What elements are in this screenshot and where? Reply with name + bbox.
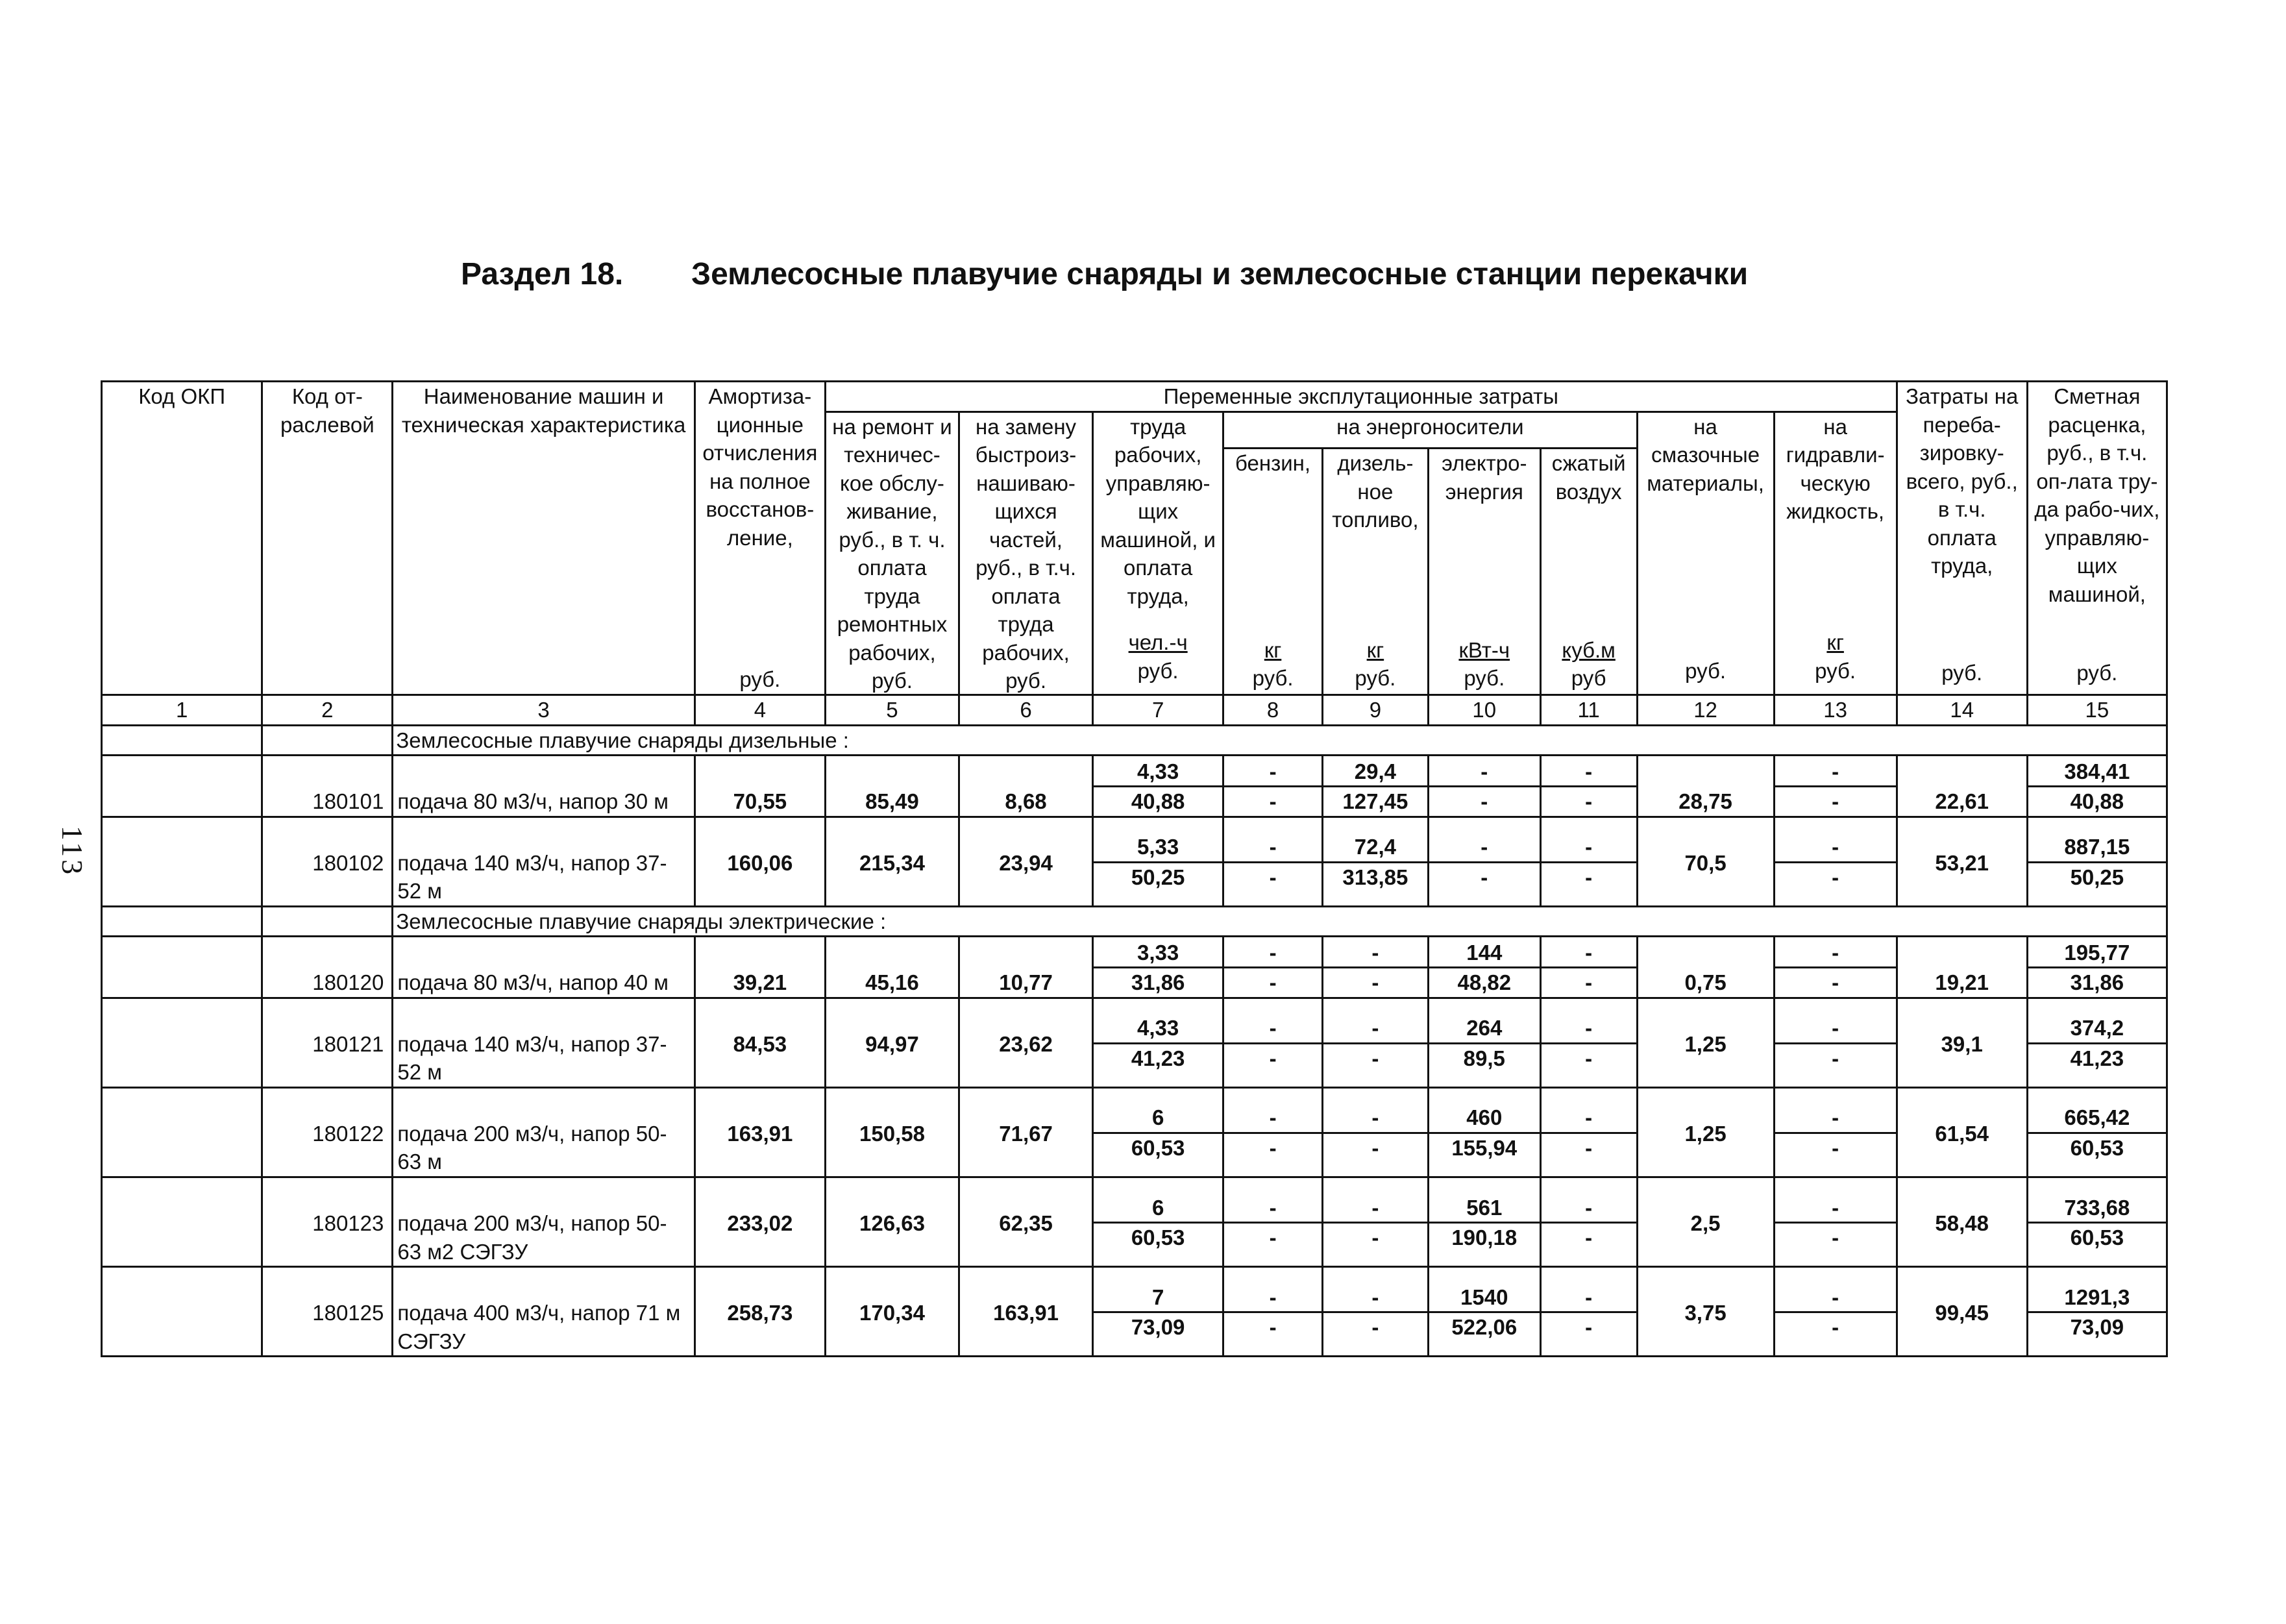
okp-code-cell [102, 998, 262, 1087]
value-cell-c9-top: 72,4 [1322, 817, 1428, 862]
value-cell-c13-bottom: - [1774, 787, 1897, 817]
value-cell-c11-top: - [1540, 1267, 1637, 1312]
value-cell-c11-bottom: - [1540, 1133, 1637, 1177]
value-cell-c9-bottom: 127,45 [1322, 787, 1428, 817]
column-number: 5 [825, 695, 959, 726]
okp-code-cell [102, 937, 262, 998]
table-row [102, 756, 2167, 787]
value-cell-c13-top: - [1774, 817, 1897, 862]
value-cell-c4: 233,02 [694, 1177, 825, 1267]
value-cell-c5: 170,34 [825, 1267, 959, 1357]
header-diesel-text: дизель-ное топливо, [1332, 451, 1419, 532]
value-cell-c14: 22,61 [1897, 756, 2027, 817]
machine-name-cell: подача 200 м3/ч, напор 50-63 м2 СЭГЗУ [393, 1177, 694, 1267]
page-number: 113 [56, 825, 90, 878]
header-lubricants-unit: руб. [1685, 659, 1727, 683]
value-cell-c10-bottom: - [1428, 787, 1540, 817]
machine-name-cell: подача 80 м3/ч, напор 30 м [393, 756, 694, 817]
value-cell-c7-bottom: 41,23 [1093, 1043, 1223, 1087]
table-row [102, 1087, 2167, 1133]
value-cell-c5: 126,63 [825, 1177, 959, 1267]
value-cell-c10-top: 460 [1428, 1087, 1540, 1133]
value-cell-c15-bottom: 41,23 [2027, 1043, 2167, 1087]
value-cell-c13-bottom: - [1774, 968, 1897, 998]
value-cell-c5: 85,49 [825, 756, 959, 817]
cost-table [101, 380, 2168, 1357]
table-row [102, 1267, 2167, 1312]
header-relocation [1897, 382, 2027, 695]
branch-code-cell: 180102 [262, 817, 393, 906]
value-cell-c13-top: - [1774, 1087, 1897, 1133]
okp-code-cell [102, 817, 262, 906]
value-cell-c6: 23,62 [959, 998, 1093, 1087]
value-cell-c10-top: - [1428, 756, 1540, 787]
group-title: Землесосные плавучие снаряды электрические : [393, 906, 2167, 937]
value-cell-c5: 215,34 [825, 817, 959, 906]
column-numbers-row [102, 695, 2167, 726]
value-cell-c10-bottom: 89,5 [1428, 1043, 1540, 1087]
header-petrol-unit-rub: руб. [1252, 666, 1294, 691]
value-cell-c15-top: 887,15 [2027, 817, 2167, 862]
value-cell-c7-bottom: 60,53 [1093, 1223, 1223, 1267]
header-branch-code: Код от-раслевой [262, 382, 393, 695]
value-cell-c15-top: 374,2 [2027, 998, 2167, 1043]
value-cell-c11-top: - [1540, 1087, 1637, 1133]
page-title [461, 256, 2019, 292]
header-depreciation [694, 382, 825, 695]
column-number: 4 [694, 695, 825, 726]
group-header-row [102, 725, 2167, 756]
value-cell-c7-top: 4,33 [1093, 756, 1223, 787]
header-labor [1093, 412, 1223, 695]
header-hydraulic-unit-kg: кг [1826, 630, 1844, 655]
value-cell-c9-top: - [1322, 1087, 1428, 1133]
column-number: 13 [1774, 695, 1897, 726]
value-cell-c13-top: - [1774, 756, 1897, 787]
header-rate-unit: руб. [2076, 661, 2118, 685]
value-cell-c5: 150,58 [825, 1087, 959, 1177]
header-parts-unit: руб. [1005, 669, 1047, 693]
value-cell-c12: 1,25 [1637, 998, 1774, 1087]
value-cell-c12: 0,75 [1637, 937, 1774, 998]
machine-name-cell: подача 140 м3/ч, напор 37-52 м [393, 998, 694, 1087]
value-cell-c9-top: 29,4 [1322, 756, 1428, 787]
value-cell-c12: 1,25 [1637, 1087, 1774, 1177]
column-number: 10 [1428, 695, 1540, 726]
branch-code-cell: 180123 [262, 1177, 393, 1267]
value-cell-c6: 10,77 [959, 937, 1093, 998]
value-cell-c12: 3,75 [1637, 1267, 1774, 1357]
value-cell-c7-top: 6 [1093, 1177, 1223, 1223]
column-number: 15 [2027, 695, 2167, 726]
value-cell-c5: 94,97 [825, 998, 959, 1087]
value-cell-c10-bottom: 48,82 [1428, 968, 1540, 998]
value-cell-c11-bottom: - [1540, 968, 1637, 998]
value-cell-c15-top: 1291,3 [2027, 1267, 2167, 1312]
header-rate [2027, 382, 2167, 695]
header-labor-unit-hours: чел.-ч [1128, 630, 1188, 655]
value-cell-c8-top: - [1223, 1267, 1323, 1312]
value-cell-c9-top: - [1322, 1177, 1428, 1223]
value-cell-c7-bottom: 50,25 [1093, 862, 1223, 906]
value-cell-c7-bottom: 60,53 [1093, 1133, 1223, 1177]
value-cell-c9-bottom: - [1322, 1312, 1428, 1357]
value-cell-c8-top: - [1223, 1177, 1323, 1223]
header-air-unit-m3: куб.м [1562, 637, 1616, 662]
value-cell-c11-bottom: - [1540, 1223, 1637, 1267]
value-cell-c13-bottom: - [1774, 1133, 1897, 1177]
value-cell-c15-top: 195,77 [2027, 937, 2167, 968]
header-okp-code: Код ОКП [102, 382, 262, 695]
value-cell-c10-top: - [1428, 817, 1540, 862]
value-cell-c8-bottom: - [1223, 1043, 1323, 1087]
okp-code-cell [102, 1177, 262, 1267]
value-cell-c4: 160,06 [694, 817, 825, 906]
value-cell-c6: 23,94 [959, 817, 1093, 906]
value-cell-c14: 99,45 [1897, 1267, 2027, 1357]
value-cell-c11-top: - [1540, 937, 1637, 968]
header-hydraulic [1774, 412, 1897, 695]
header-hydraulic-unit-rub: руб. [1815, 659, 1856, 683]
value-cell-c15-bottom: 73,09 [2027, 1312, 2167, 1357]
value-cell-c8-bottom: - [1223, 1133, 1323, 1177]
header-air-unit-rub: руб [1571, 666, 1606, 691]
value-cell-c14: 58,48 [1897, 1177, 2027, 1267]
value-cell-c15-top: 733,68 [2027, 1177, 2167, 1223]
header-air [1540, 449, 1637, 695]
header-lubricants-text: на смазочные материалы, [1647, 414, 1764, 495]
value-cell-c14: 53,21 [1897, 817, 2027, 906]
group-title: Землесосные плавучие снаряды дизельные : [393, 725, 2167, 756]
value-cell-c13-bottom: - [1774, 1223, 1897, 1267]
column-number: 3 [393, 695, 694, 726]
value-cell-c13-bottom: - [1774, 1043, 1897, 1087]
value-cell-c9-top: - [1322, 1267, 1428, 1312]
value-cell-c9-top: - [1322, 937, 1428, 968]
okp-code-cell [102, 756, 262, 817]
header-lubricants [1637, 412, 1774, 695]
branch-code-cell: 180101 [262, 756, 393, 817]
value-cell-c7-bottom: 40,88 [1093, 787, 1223, 817]
value-cell-c8-bottom: - [1223, 968, 1323, 998]
column-number: 14 [1897, 695, 2027, 726]
header-rate-text: Сметная расценка, руб., в т.ч. оп-лата тру-да рабо-чих, управляю-щих машиной, [2034, 384, 2160, 606]
header-electricity-unit-kwh: кВт-ч [1458, 637, 1510, 662]
value-cell-c6: 62,35 [959, 1177, 1093, 1267]
value-cell-c9-bottom: - [1322, 1133, 1428, 1177]
column-number: 11 [1540, 695, 1637, 726]
value-cell-c10-bottom: - [1428, 862, 1540, 906]
value-cell-c14: 39,1 [1897, 998, 2027, 1087]
value-cell-c4: 163,91 [694, 1087, 825, 1177]
section-number: Раздел 18. [461, 257, 624, 291]
value-cell-c11-top: - [1540, 1177, 1637, 1223]
header-repair [825, 412, 959, 695]
value-cell-c14: 61,54 [1897, 1087, 2027, 1177]
header-parts [959, 412, 1093, 695]
value-cell-c10-top: 144 [1428, 937, 1540, 968]
value-cell-c5: 45,16 [825, 937, 959, 998]
header-diesel-unit-rub: руб. [1355, 666, 1396, 691]
column-number: 9 [1322, 695, 1428, 726]
value-cell-c10-top: 264 [1428, 998, 1540, 1043]
column-number: 7 [1093, 695, 1223, 726]
machine-name-cell: подача 400 м3/ч, напор 71 м СЭГЗУ [393, 1267, 694, 1357]
table-row [102, 817, 2167, 862]
value-cell-c8-bottom: - [1223, 787, 1323, 817]
value-cell-c4: 70,55 [694, 756, 825, 817]
header-electricity-text: электро-энергия [1442, 451, 1527, 504]
value-cell-c9-bottom: - [1322, 1223, 1428, 1267]
table-row [102, 998, 2167, 1043]
value-cell-c11-top: - [1540, 756, 1637, 787]
value-cell-c13-bottom: - [1774, 862, 1897, 906]
value-cell-c7-top: 7 [1093, 1267, 1223, 1312]
value-cell-c9-top: - [1322, 998, 1428, 1043]
okp-code-cell [102, 1087, 262, 1177]
value-cell-c8-bottom: - [1223, 862, 1323, 906]
okp-code-cell [102, 1267, 262, 1357]
machine-name-cell: подача 80 м3/ч, напор 40 м [393, 937, 694, 998]
header-machine-name: Наименование машин и техническая характеристика [393, 382, 694, 695]
value-cell-c6: 8,68 [959, 756, 1093, 817]
value-cell-c8-top: - [1223, 1087, 1323, 1133]
header-electricity [1428, 449, 1540, 695]
table-row [102, 937, 2167, 968]
value-cell-c7-bottom: 73,09 [1093, 1312, 1223, 1357]
column-number: 12 [1637, 695, 1774, 726]
header-petrol [1223, 449, 1323, 695]
header-repair-unit: руб. [871, 669, 913, 693]
header-parts-text: на замену быстроиз-нашиваю-щихся частей, руб., в т.ч. оплата труда рабочих, [975, 414, 1077, 665]
value-cell-c13-bottom: - [1774, 1312, 1897, 1357]
value-cell-c15-bottom: 60,53 [2027, 1223, 2167, 1267]
column-number: 6 [959, 695, 1093, 726]
value-cell-c7-top: 4,33 [1093, 998, 1223, 1043]
value-cell-c8-top: - [1223, 756, 1323, 787]
table-body [102, 725, 2167, 1357]
header-diesel [1322, 449, 1428, 695]
header-variable-costs: Переменные эксплутационные затраты [825, 382, 1897, 412]
machine-name-cell: подача 140 м3/ч, напор 37-52 м [393, 817, 694, 906]
header-petrol-unit-kg: кг [1264, 637, 1282, 662]
header-labor-unit-rub: руб. [1137, 659, 1179, 683]
value-cell-c9-bottom: 313,85 [1322, 862, 1428, 906]
value-cell-c4: 258,73 [694, 1267, 825, 1357]
group-okp-cell [102, 725, 262, 756]
value-cell-c9-bottom: - [1322, 1043, 1428, 1087]
header-electricity-unit-rub: руб. [1464, 666, 1505, 691]
table-row [102, 1177, 2167, 1223]
value-cell-c7-top: 5,33 [1093, 817, 1223, 862]
column-number: 1 [102, 695, 262, 726]
header-petrol-text: бензин, [1235, 451, 1311, 475]
value-cell-c10-bottom: 190,18 [1428, 1223, 1540, 1267]
value-cell-c4: 39,21 [694, 937, 825, 998]
value-cell-c12: 28,75 [1637, 756, 1774, 817]
header-air-text: сжатый воздух [1551, 451, 1626, 504]
header-depreciation-text: Амортиза-ционные отчисления на полное восстанов-ление, [702, 384, 818, 550]
value-cell-c6: 71,67 [959, 1087, 1093, 1177]
value-cell-c12: 70,5 [1637, 817, 1774, 906]
value-cell-c11-bottom: - [1540, 1043, 1637, 1087]
header-repair-text: на ремонт и техничес-кое обслу-живание, руб., в т. ч. оплата труда ремонтных рабочих, [832, 414, 952, 665]
value-cell-c12: 2,5 [1637, 1177, 1774, 1267]
value-cell-c11-bottom: - [1540, 862, 1637, 906]
header-hydraulic-text: на гидравли-ческую жидкость, [1786, 414, 1885, 524]
branch-code-cell: 180122 [262, 1087, 393, 1177]
value-cell-c6: 163,91 [959, 1267, 1093, 1357]
value-cell-c13-top: - [1774, 937, 1897, 968]
value-cell-c9-bottom: - [1322, 968, 1428, 998]
group-header-row [102, 906, 2167, 937]
value-cell-c4: 84,53 [694, 998, 825, 1087]
branch-code-cell: 180120 [262, 937, 393, 998]
value-cell-c15-bottom: 50,25 [2027, 862, 2167, 906]
header-depreciation-unit: руб. [739, 667, 781, 692]
value-cell-c11-top: - [1540, 817, 1637, 862]
value-cell-c8-top: - [1223, 937, 1323, 968]
value-cell-c15-bottom: 31,86 [2027, 968, 2167, 998]
value-cell-c7-top: 6 [1093, 1087, 1223, 1133]
header-labor-text: труда рабочих, управляю-щих машиной, и оплата труда, [1100, 414, 1216, 608]
value-cell-c8-bottom: - [1223, 1312, 1323, 1357]
column-number: 2 [262, 695, 393, 726]
group-code-cell [262, 906, 393, 937]
value-cell-c15-top: 384,41 [2027, 756, 2167, 787]
branch-code-cell: 180125 [262, 1267, 393, 1357]
group-code-cell [262, 725, 393, 756]
value-cell-c13-top: - [1774, 998, 1897, 1043]
value-cell-c7-top: 3,33 [1093, 937, 1223, 968]
value-cell-c7-bottom: 31,86 [1093, 968, 1223, 998]
header-energy: на энергоносители [1223, 412, 1637, 448]
value-cell-c11-top: - [1540, 998, 1637, 1043]
value-cell-c15-top: 665,42 [2027, 1087, 2167, 1133]
value-cell-c15-bottom: 40,88 [2027, 787, 2167, 817]
value-cell-c10-top: 1540 [1428, 1267, 1540, 1312]
section-title: Землесосные плавучие снаряды и землесосные станции перекачки [691, 257, 1749, 291]
header-relocation-unit: руб. [1941, 661, 1983, 685]
header-diesel-unit-kg: кг [1366, 637, 1384, 662]
value-cell-c10-bottom: 155,94 [1428, 1133, 1540, 1177]
group-okp-cell [102, 906, 262, 937]
value-cell-c11-bottom: - [1540, 787, 1637, 817]
value-cell-c11-bottom: - [1540, 1312, 1637, 1357]
header-relocation-text: Затраты на переба-зировку-всего, руб., в т.ч. оплата труда, [1906, 384, 2019, 578]
value-cell-c13-top: - [1774, 1267, 1897, 1312]
branch-code-cell: 180121 [262, 998, 393, 1087]
machine-name-cell: подача 200 м3/ч, напор 50-63 м [393, 1087, 694, 1177]
value-cell-c14: 19,21 [1897, 937, 2027, 998]
value-cell-c8-top: - [1223, 998, 1323, 1043]
value-cell-c13-top: - [1774, 1177, 1897, 1223]
value-cell-c8-bottom: - [1223, 1223, 1323, 1267]
value-cell-c8-top: - [1223, 817, 1323, 862]
column-number: 8 [1223, 695, 1323, 726]
value-cell-c15-bottom: 60,53 [2027, 1133, 2167, 1177]
value-cell-c10-bottom: 522,06 [1428, 1312, 1540, 1357]
value-cell-c10-top: 561 [1428, 1177, 1540, 1223]
